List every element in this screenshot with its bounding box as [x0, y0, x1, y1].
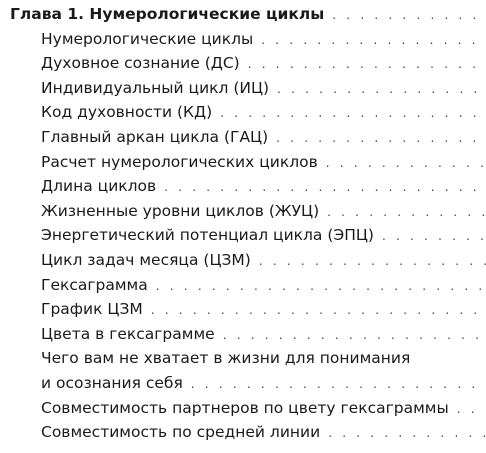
dot-leader [276, 126, 486, 150]
toc-entry-label: Индивидуальный цикл (ИЦ) [41, 78, 270, 97]
toc-entry[interactable] [10, 125, 486, 150]
toc-entry[interactable] [10, 420, 486, 445]
toc-entry[interactable] [10, 76, 486, 101]
dot-leader [156, 274, 486, 298]
dot-leader [277, 77, 486, 101]
toc-entry[interactable] [10, 100, 486, 125]
toc-entry[interactable] [10, 396, 486, 421]
toc-entry-label: Энергетический потенциал цикла (ЭПЦ) [41, 226, 374, 245]
toc-entry-label: Нумерологические циклы [41, 29, 254, 48]
toc-entry[interactable] [10, 150, 486, 175]
toc-entry-label: Совместимость партнеров по цвету гексаграммы [41, 398, 449, 417]
toc-entry-label: Цвета в гексаграмме [41, 324, 215, 343]
toc-entry[interactable] [10, 273, 486, 298]
toc-entry-label: Расчет нумерологических циклов [41, 152, 318, 171]
toc-entry[interactable] [10, 199, 486, 224]
toc-entry-label: Чего вам не хватает в жизни для понимания [41, 349, 411, 368]
dot-leader [220, 101, 486, 125]
dot-leader [261, 28, 486, 52]
toc-entry-label: Главный аркан цикла (ГАЦ) [41, 127, 269, 146]
dot-leader [223, 323, 486, 347]
toc-entry-label: и осознания себя [41, 373, 183, 392]
toc-chapter-entry[interactable] [10, 2, 486, 27]
dot-leader [457, 397, 486, 421]
table-of-contents [10, 2, 486, 445]
dot-leader [191, 372, 486, 396]
toc-entry[interactable] [10, 223, 486, 248]
toc-entry[interactable] [10, 27, 486, 52]
dot-leader [326, 151, 486, 175]
toc-entry-label: Длина циклов [41, 177, 157, 196]
toc-entry[interactable] [10, 346, 486, 371]
dot-leader [151, 298, 486, 322]
dot-leader [382, 224, 486, 248]
toc-entry[interactable] [10, 297, 486, 322]
dot-leader [164, 175, 486, 199]
toc-entry[interactable] [10, 248, 486, 273]
toc-entry[interactable] [10, 174, 486, 199]
dot-leader [248, 52, 486, 76]
toc-entry-label: Код духовности (КД) [41, 103, 213, 122]
dot-leader [328, 421, 486, 445]
toc-entry-label: Совместимость по средней линии [41, 423, 321, 442]
toc-entry-label: Гексаграмма [41, 275, 148, 294]
toc-entry-label: Духовное сознание (ДС) [41, 54, 240, 73]
toc-entry-label: Жизненные уровни циклов (ЖУЦ) [41, 201, 320, 220]
dot-leader [332, 3, 486, 27]
toc-entry-label: Цикл задач месяца (ЦЗМ) [41, 250, 251, 269]
toc-entry-label: График ЦЗМ [41, 300, 143, 319]
toc-entry[interactable] [10, 322, 486, 347]
toc-entry[interactable] [10, 51, 486, 76]
toc-entry[interactable] [10, 371, 486, 396]
chapter-title: Глава 1. Нумерологические циклы [10, 5, 325, 23]
dot-leader [259, 249, 486, 273]
dot-leader [327, 200, 486, 224]
